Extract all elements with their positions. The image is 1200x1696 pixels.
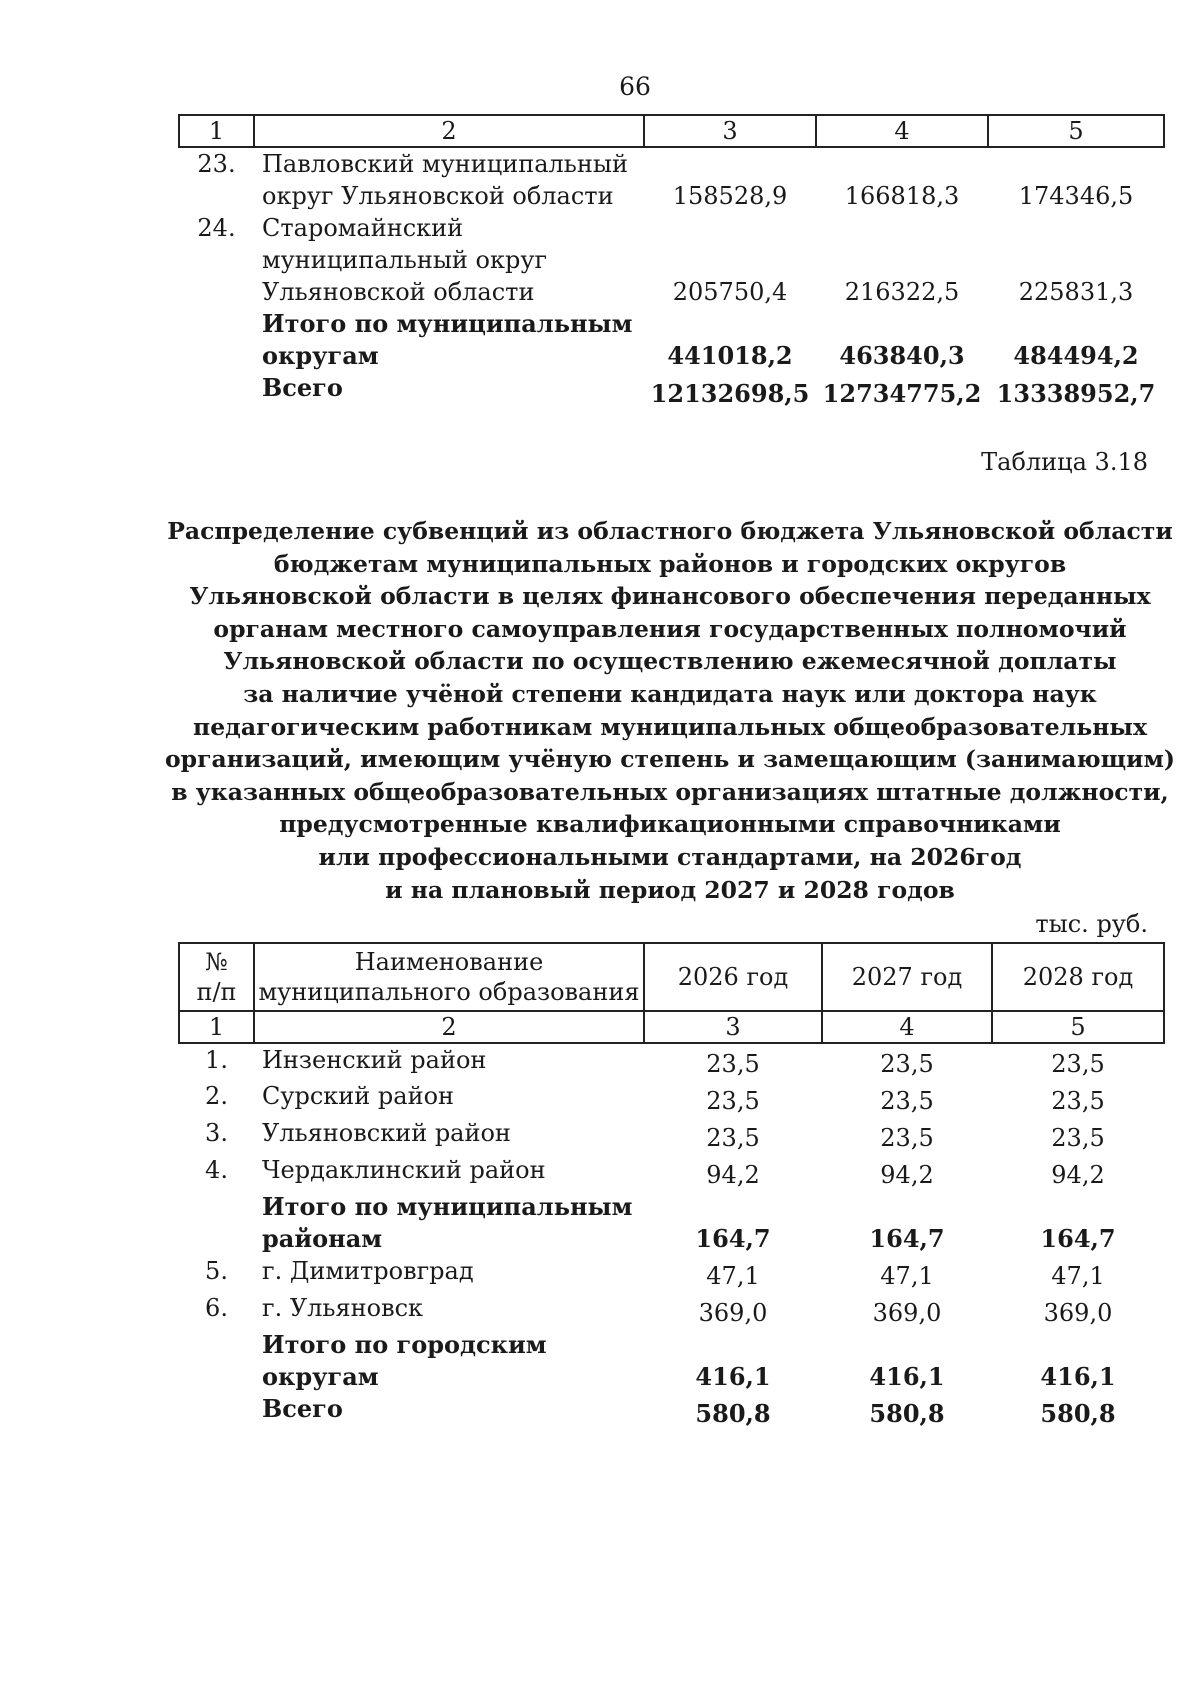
- row-name-line: округ Ульяновской области: [262, 182, 614, 210]
- value-2028: 164,7: [1040, 1224, 1116, 1253]
- row-index: 6.: [205, 1294, 228, 1322]
- row-index: 5.: [205, 1257, 228, 1285]
- value-2027: 23,5: [880, 1050, 934, 1078]
- value-2027: 94,2: [880, 1161, 934, 1189]
- row-name: [254, 1329, 644, 1393]
- title-line: организаций, имеющим учёную степень и замещающим (занимающим): [164, 745, 1176, 774]
- subtotal-row: [179, 1191, 1164, 1255]
- row-index: 24.: [197, 214, 236, 242]
- table-row: [179, 1080, 1164, 1117]
- continuation-table: [178, 114, 1165, 410]
- table-row: [179, 147, 1164, 212]
- value-2026: 580,8: [695, 1399, 771, 1428]
- header-2028: 2028 год: [992, 943, 1164, 1011]
- value-2026: 23,5: [706, 1050, 760, 1078]
- row-index: 3.: [205, 1119, 228, 1147]
- row-name: [254, 212, 644, 308]
- row-name: Сурский район: [262, 1082, 455, 1110]
- header-name: [254, 943, 644, 1011]
- row-name-line: Итого по городским: [262, 1330, 547, 1359]
- value-2026: 12132698,5: [650, 379, 810, 408]
- row-name-line: районам: [262, 1224, 383, 1253]
- row-name-line: Старомайнский: [262, 214, 464, 242]
- header-num: [179, 943, 254, 1011]
- value-2026: 23,5: [706, 1087, 760, 1115]
- row-index: 1.: [205, 1046, 228, 1074]
- title-line: бюджетам муниципальных районов и городских округов: [273, 549, 1067, 578]
- row-name: Всего: [262, 373, 343, 402]
- header-num-line: п/п: [196, 978, 237, 1006]
- value-2028: 13338952,7: [996, 379, 1156, 408]
- table-row: [179, 212, 1164, 308]
- table-caption: Таблица 3.18: [981, 448, 1148, 476]
- column-number: 1: [179, 1011, 254, 1043]
- value-2028: 174346,5: [1018, 182, 1134, 210]
- row-name: [254, 1191, 644, 1255]
- column-number: 3: [644, 115, 816, 147]
- row-name-line: Итого по муниципальным: [262, 1192, 633, 1221]
- header-name-line: муниципального образования: [258, 978, 640, 1006]
- value-2028: 23,5: [1051, 1087, 1105, 1115]
- row-name: г. Димитровград: [262, 1257, 474, 1285]
- value-2028: 94,2: [1051, 1161, 1105, 1189]
- value-2026: 47,1: [706, 1262, 760, 1290]
- value-2028: 580,8: [1040, 1399, 1116, 1428]
- row-index: 4.: [205, 1156, 228, 1184]
- row-name-line: Ульяновской области: [262, 278, 535, 306]
- value-2027: 416,1: [869, 1362, 945, 1391]
- value-2026: 205750,4: [672, 278, 788, 306]
- title-line: педагогическим работникам муниципальных общеобразовательных: [193, 712, 1147, 741]
- header-name-line: Наименование: [354, 948, 544, 976]
- value-2026: 158528,9: [672, 182, 788, 210]
- table-row: [179, 1154, 1164, 1191]
- header-2027: 2027 год: [822, 943, 992, 1011]
- row-index: 23.: [197, 150, 236, 178]
- title-line: или профессиональными стандартами, на 2026год: [318, 842, 1022, 871]
- subtotal-row: [179, 308, 1164, 372]
- page-number-text: 66: [619, 72, 651, 101]
- subvention-table: [178, 942, 1165, 1430]
- value-2028: 225831,3: [1018, 278, 1134, 306]
- column-number: 4: [816, 115, 988, 147]
- value-2026: 441018,2: [667, 341, 793, 370]
- value-2028: 416,1: [1040, 1362, 1116, 1391]
- column-number: 5: [992, 1011, 1164, 1043]
- title-line: в указанных общеобразовательных организациях штатные должности,: [171, 777, 1169, 806]
- value-2027: 23,5: [880, 1124, 934, 1152]
- title-line: Ульяновской области по осуществлению ежемесячной доплаты: [223, 647, 1117, 676]
- value-2026: 23,5: [706, 1124, 760, 1152]
- header-2026: 2026 год: [644, 943, 822, 1011]
- total-row: [179, 372, 1164, 410]
- row-name-line: Павловский муниципальный: [262, 150, 628, 178]
- row-name-line: Итого по муниципальным: [262, 309, 633, 338]
- value-2028: 369,0: [1043, 1299, 1113, 1327]
- value-2027: 164,7: [869, 1224, 945, 1253]
- table-row: [179, 1043, 1164, 1080]
- row-name: г. Ульяновск: [262, 1294, 424, 1322]
- header-row: [179, 943, 1164, 1011]
- column-number: 5: [988, 115, 1164, 147]
- row-name-line: округам: [262, 1362, 379, 1391]
- row-name: Ульяновский район: [262, 1119, 511, 1147]
- row-name: [254, 147, 644, 212]
- column-number: 1: [179, 115, 254, 147]
- row-name: Всего: [262, 1394, 343, 1423]
- row-name-line: округам: [262, 341, 379, 370]
- value-2028: 484494,2: [1013, 341, 1139, 370]
- value-2028: 47,1: [1051, 1262, 1105, 1290]
- table-title: [150, 515, 1190, 906]
- value-2027: 463840,3: [839, 341, 965, 370]
- title-line: предусмотренные квалификационными справочниками: [279, 810, 1061, 839]
- value-2027: 580,8: [869, 1399, 945, 1428]
- column-number-row: [179, 115, 1164, 147]
- value-2027: 12734775,2: [822, 379, 982, 408]
- title-line: органам местного самоуправления государственных полномочий: [213, 614, 1127, 643]
- title-line: Ульяновской области в целях финансового обеспечения переданных: [189, 582, 1151, 611]
- value-2026: 416,1: [695, 1362, 771, 1391]
- title-line: и на плановый период 2027 и 2028 годов: [385, 875, 955, 904]
- value-2027: 369,0: [872, 1299, 942, 1327]
- value-2027: 47,1: [880, 1262, 934, 1290]
- row-name-line: муниципальный округ: [262, 246, 548, 274]
- column-number: 2: [254, 1011, 644, 1043]
- title-line: за наличие учёной степени кандидата наук или доктора наук: [243, 679, 1097, 708]
- value-2028: 23,5: [1051, 1124, 1105, 1152]
- value-2027: 166818,3: [844, 182, 960, 210]
- header-num-line: №: [205, 948, 228, 976]
- units-label: тыс. руб.: [1035, 910, 1148, 938]
- value-2026: 94,2: [706, 1161, 760, 1189]
- title-line: Распределение субвенций из областного бюджета Ульяновской области: [167, 517, 1173, 545]
- total-row: [179, 1393, 1164, 1430]
- row-name: Инзенский район: [262, 1046, 487, 1074]
- table-row: [179, 1117, 1164, 1154]
- table-row: [179, 1255, 1164, 1292]
- subtotal-row: [179, 1329, 1164, 1393]
- row-name: [254, 308, 644, 372]
- value-2028: 23,5: [1051, 1050, 1105, 1078]
- column-number: 2: [254, 115, 644, 147]
- value-2026: 369,0: [698, 1299, 768, 1327]
- column-number: 4: [822, 1011, 992, 1043]
- value-2026: 164,7: [695, 1224, 771, 1253]
- value-2027: 216322,5: [844, 278, 960, 306]
- row-name: Чердаклинский район: [262, 1156, 546, 1184]
- column-number-row: [179, 1011, 1164, 1043]
- row-index: 2.: [205, 1082, 228, 1110]
- page-number: [0, 72, 1200, 101]
- value-2027: 23,5: [880, 1087, 934, 1115]
- column-number: 3: [644, 1011, 822, 1043]
- table-row: [179, 1292, 1164, 1329]
